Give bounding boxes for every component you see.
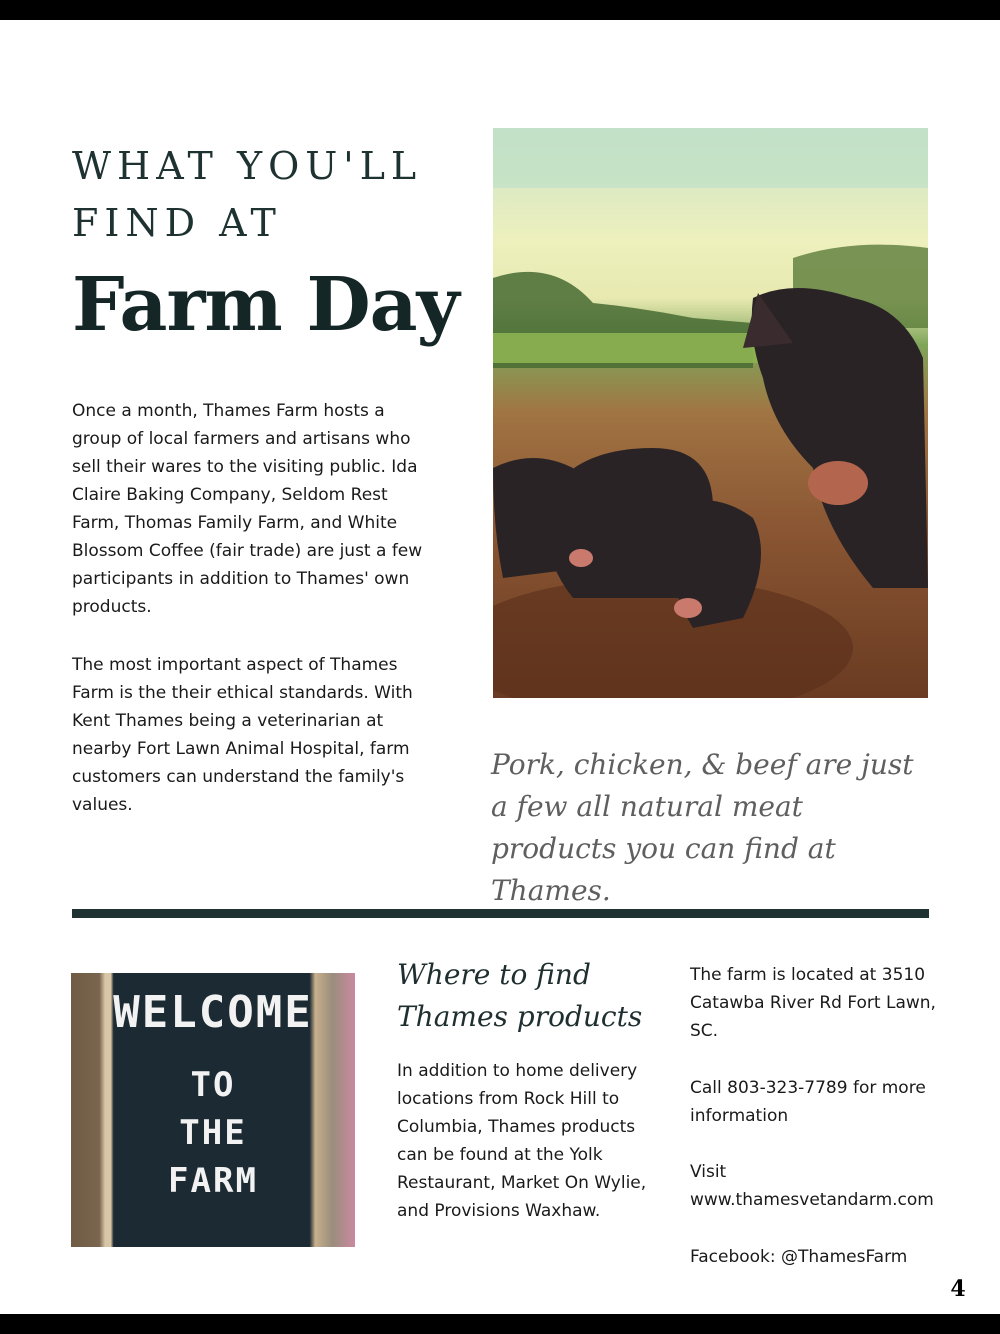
photo-caption: Pork, chicken, & beef are just a few all natural meat products you can find at Thames. xyxy=(491,748,914,907)
where-title: Where to find Thames products xyxy=(397,958,643,1033)
heading-line-2: FIND AT xyxy=(72,201,282,245)
pigs-photo xyxy=(493,128,928,698)
page-number: 4 xyxy=(950,1276,966,1302)
intro-paragraph-2: The most important aspect of Thames Farm is the their ethical standards. With Kent Thames being a veterinarian at nearby Fort Lawn Animal Hospital, farm customers can understand the family's values. xyxy=(72,655,413,815)
page-title: Farm Day xyxy=(72,262,459,348)
top-bar xyxy=(0,0,1000,20)
heading-intro xyxy=(72,138,452,252)
intro-paragraph-1: Once a month, Thames Farm hosts a group of local farmers and artisans who sell their wares to the visiting public. Ida Claire Baking Company, Seldom Rest Farm, Thomas Family Farm, and White Blossom Coffee (fair trade) are just a few participants in addition to Thames' own products. xyxy=(72,401,423,617)
section-divider xyxy=(72,909,929,918)
heading-line-1: WHAT YOU'LL xyxy=(72,144,423,188)
bottom-bar xyxy=(0,1314,1000,1334)
contact-facebook: Facebook: @ThamesFarm xyxy=(690,1247,908,1267)
sign-line-1: WELCOME xyxy=(113,987,313,1038)
contact-website: Visit www.thamesvetandarm.com xyxy=(690,1162,934,1210)
sign-line-3: THE xyxy=(179,1113,247,1153)
welcome-sign-photo xyxy=(71,973,355,1247)
contact-address: The farm is located at 3510 Catawba River Rd Fort Lawn, SC. xyxy=(690,965,936,1041)
contact-phone: Call 803-323-7789 for more information xyxy=(690,1078,926,1126)
sign-line-4: FARM xyxy=(168,1161,258,1201)
where-body: In addition to home delivery locations from Rock Hill to Columbia, Thames products can be found at the Yolk Restaurant, Market On Wylie, and Provisions Waxhaw. xyxy=(397,1061,647,1221)
pigs-illustration xyxy=(493,128,928,698)
sign-line-2: TO xyxy=(190,1065,236,1105)
